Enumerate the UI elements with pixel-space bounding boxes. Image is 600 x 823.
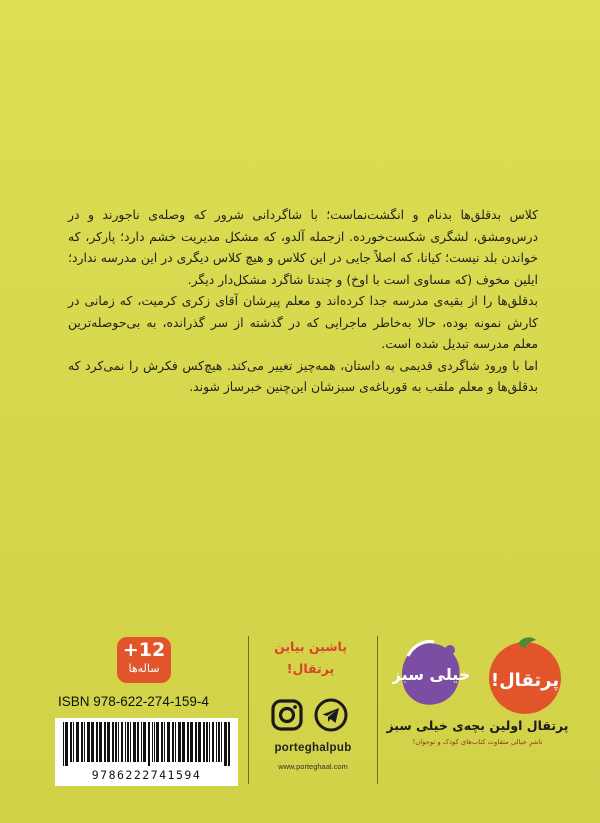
barcode-bar [130,722,131,762]
barcode-bar [216,722,217,762]
telegram-icon [314,698,348,732]
barcode-bar [84,722,85,762]
instagram-icon [270,698,304,732]
blurb-paragraph-1: کلاس بدقلق‌ها بدنام و انگشت‌نماست؛ با شاگردانی شرور که وصله‌ی ناجورند و در درس‌ومشق، لشگری شکست‌خورده. ازجمله آلدو، که مشکل مدیریت خشم دارد؛ پارکر، که خواندن بلد نیست؛ کیانا، که اصلاً جایی در این کلاس و هیچ کلاس دیگری در این مدرسه ندارد؛ ایلین مخوف (که مساوی است با اوخ) و چندتا شاگرد مشکل‌دار دیگر. [68,207,538,287]
barcode-bar [209,722,210,762]
barcode-bar [143,722,146,762]
barcode-bar [125,722,126,762]
slogan [258,636,363,680]
barcode-bar [224,722,227,766]
blurb-paragraph-2: بدقلق‌ها را از بقیه‌ی مدرسه جدا کرده‌اند و معلم پیرشان آقای زکری کرمیت، که زمانی در کارش نمونه بوده، حالا به‌خاطر ماجرایی که در گذشته از سر گذرانده، به بی‌حوصله‌ترین معلم مدرسه تبدیل شده است. [68,293,538,351]
publisher-logo [482,634,568,722]
barcode-bar [228,722,230,766]
barcode-bars [61,722,232,766]
footer-bar [0,628,600,798]
age-label: ساله‌ها [128,662,160,675]
imprint-logo-text: خیلی سبز [392,665,470,684]
barcode-bar [133,722,136,762]
barcode-bar [70,722,72,762]
slogan-line-2: پرتقال! [286,661,335,676]
barcode-bar [198,722,201,762]
divider [248,636,249,784]
imprint-logo [392,634,470,718]
age-badge [117,637,171,683]
barcode-bar [107,722,110,762]
divider [377,636,378,784]
publisher-tagline: پرتقال اولین بچه‌ی خیلی سبز [386,718,569,733]
barcode-bar [212,722,214,762]
barcode-bar [121,722,123,762]
barcode-bar [87,722,90,762]
barcode-bar [172,722,174,762]
barcode-bar [141,722,142,762]
barcode-bar [152,722,153,762]
barcode-bar [182,722,185,762]
barcode [55,718,238,786]
barcode-number: 9786222741594 [91,768,202,782]
barcode-bar [127,722,129,762]
barcode-bar [81,722,83,762]
website-url: www.porteghaal.com [278,762,348,771]
barcode-bar [91,722,94,762]
age-number: +12 [122,639,166,661]
barcode-bar [203,722,205,762]
barcode-bar [137,722,139,762]
barcode-bar [148,722,150,766]
barcode-bar [104,722,106,762]
barcode-bar [206,722,208,762]
barcode-bar [187,722,189,762]
barcode-bar [65,722,68,766]
publisher-logo-text: پرتقال! [490,670,560,691]
barcode-bar [154,722,155,762]
barcode-bar [190,722,193,762]
barcode-bar [178,722,181,762]
barcode-bar [112,722,114,762]
barcode-bar [63,722,64,766]
barcode-bar [99,722,102,762]
barcode-bar [96,722,98,762]
publisher-subtitle: ناشرِ خیالی متفاوت کتاب‌های کودک و نوجوان! [412,738,543,746]
barcode-bar [161,722,163,762]
barcode-bar [156,722,159,762]
blurb-text [68,204,538,398]
isbn-text: ISBN 978-622-274-159-4 [58,694,209,709]
social-handle: porteghalpub [274,742,352,754]
barcode-bar [76,722,79,762]
barcode-bar [218,722,220,762]
barcode-bar [195,722,197,762]
barcode-bar [164,722,165,762]
blurb-paragraph-3: اما با ورود شاگردی قدیمی به داستان، همه‌چیز تغییر می‌کند. هیچ‌کس فکرش را نمی‌کرد که بدقلق‌ها و معلم ملقب به قورباغه‌ی سبزشان این‌چنین خبرساز شوند. [68,357,538,394]
barcode-bar [115,722,117,762]
barcode-bar [175,722,176,762]
slogan-line-1: پاشین بیاین [274,639,347,654]
barcode-bar [221,722,222,762]
barcode-bar [118,722,119,762]
barcode-bar [73,722,74,762]
barcode-bar [167,722,170,762]
